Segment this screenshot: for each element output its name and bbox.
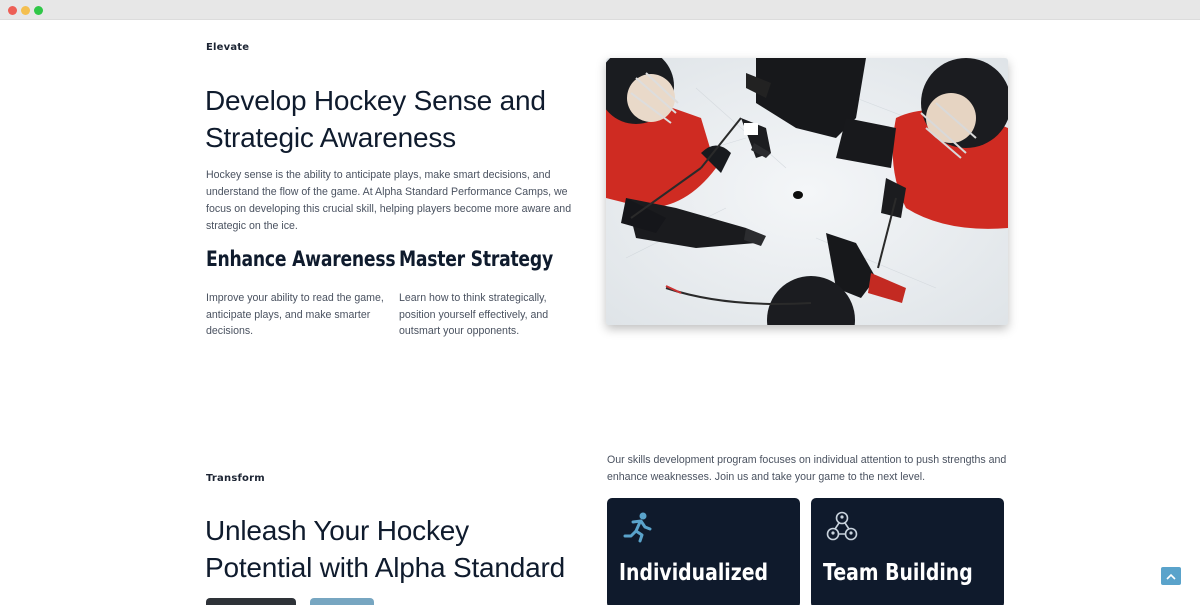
- section-title-line: Strategic Awareness: [205, 122, 456, 153]
- hockey-photo-illustration: [606, 58, 1008, 325]
- text-line: understand the flow of the game. At Alpha Standard Performance Camps, we: [206, 186, 568, 198]
- section-title-line: Potential with Alpha Standard: [205, 552, 566, 583]
- minimize-window-dot[interactable]: [21, 6, 30, 15]
- card-team-building[interactable]: [811, 498, 1004, 605]
- text-line: strategic on the ice.: [206, 220, 298, 232]
- text-line: outsmart your opponents.: [399, 325, 520, 337]
- section-title-line: Unleash Your Hockey: [205, 515, 469, 546]
- card-title: Individualized: [619, 560, 769, 586]
- program-intro: [607, 452, 1007, 486]
- text-line: focus on developing this crucial skill, helping players become more aware and: [206, 203, 572, 215]
- card-title: Team Building: [823, 560, 973, 586]
- maximize-window-dot[interactable]: [34, 6, 43, 15]
- chevron-up-icon: [1166, 573, 1176, 580]
- text-line: anticipate plays, and make smarter: [206, 308, 371, 321]
- text-line: decisions.: [206, 325, 254, 337]
- team-network-icon: [825, 510, 859, 544]
- text-line: position yourself effectively, and: [399, 308, 549, 321]
- scroll-to-top-button[interactable]: [1161, 567, 1181, 585]
- text-line: Improve your ability to read the game,: [206, 292, 384, 304]
- text-line: Our skills development program focuses on individual attention to push strengths and: [607, 454, 1007, 466]
- close-window-dot[interactable]: [8, 6, 17, 15]
- section-title: [205, 512, 585, 586]
- secondary-cta-button[interactable]: [310, 598, 374, 605]
- section-title: [205, 82, 585, 156]
- text-line: enhance weaknesses. Join us and take your game to the next level.: [607, 471, 926, 483]
- browser-title-bar: [0, 0, 1200, 20]
- feature-description-enhance-awareness: [206, 290, 391, 340]
- section-title-line: Develop Hockey Sense and: [205, 85, 546, 116]
- primary-cta-button[interactable]: [206, 598, 296, 605]
- hockey-faceoff-photo: [606, 58, 1008, 325]
- section-description: [206, 167, 586, 235]
- text-line: Hockey sense is the ability to anticipate plays, make smart decisions, and: [206, 169, 551, 181]
- card-individualized[interactable]: [607, 498, 800, 605]
- feature-title-enhance-awareness: Enhance Awareness: [206, 247, 396, 271]
- running-person-icon: [621, 510, 655, 544]
- section-eyebrow-transform: Transform: [206, 473, 265, 484]
- text-line: Learn how to think strategically,: [399, 292, 547, 304]
- section-eyebrow-elevate: Elevate: [206, 42, 250, 53]
- feature-description-master-strategy: [399, 290, 584, 340]
- feature-title-master-strategy: Master Strategy: [399, 247, 553, 271]
